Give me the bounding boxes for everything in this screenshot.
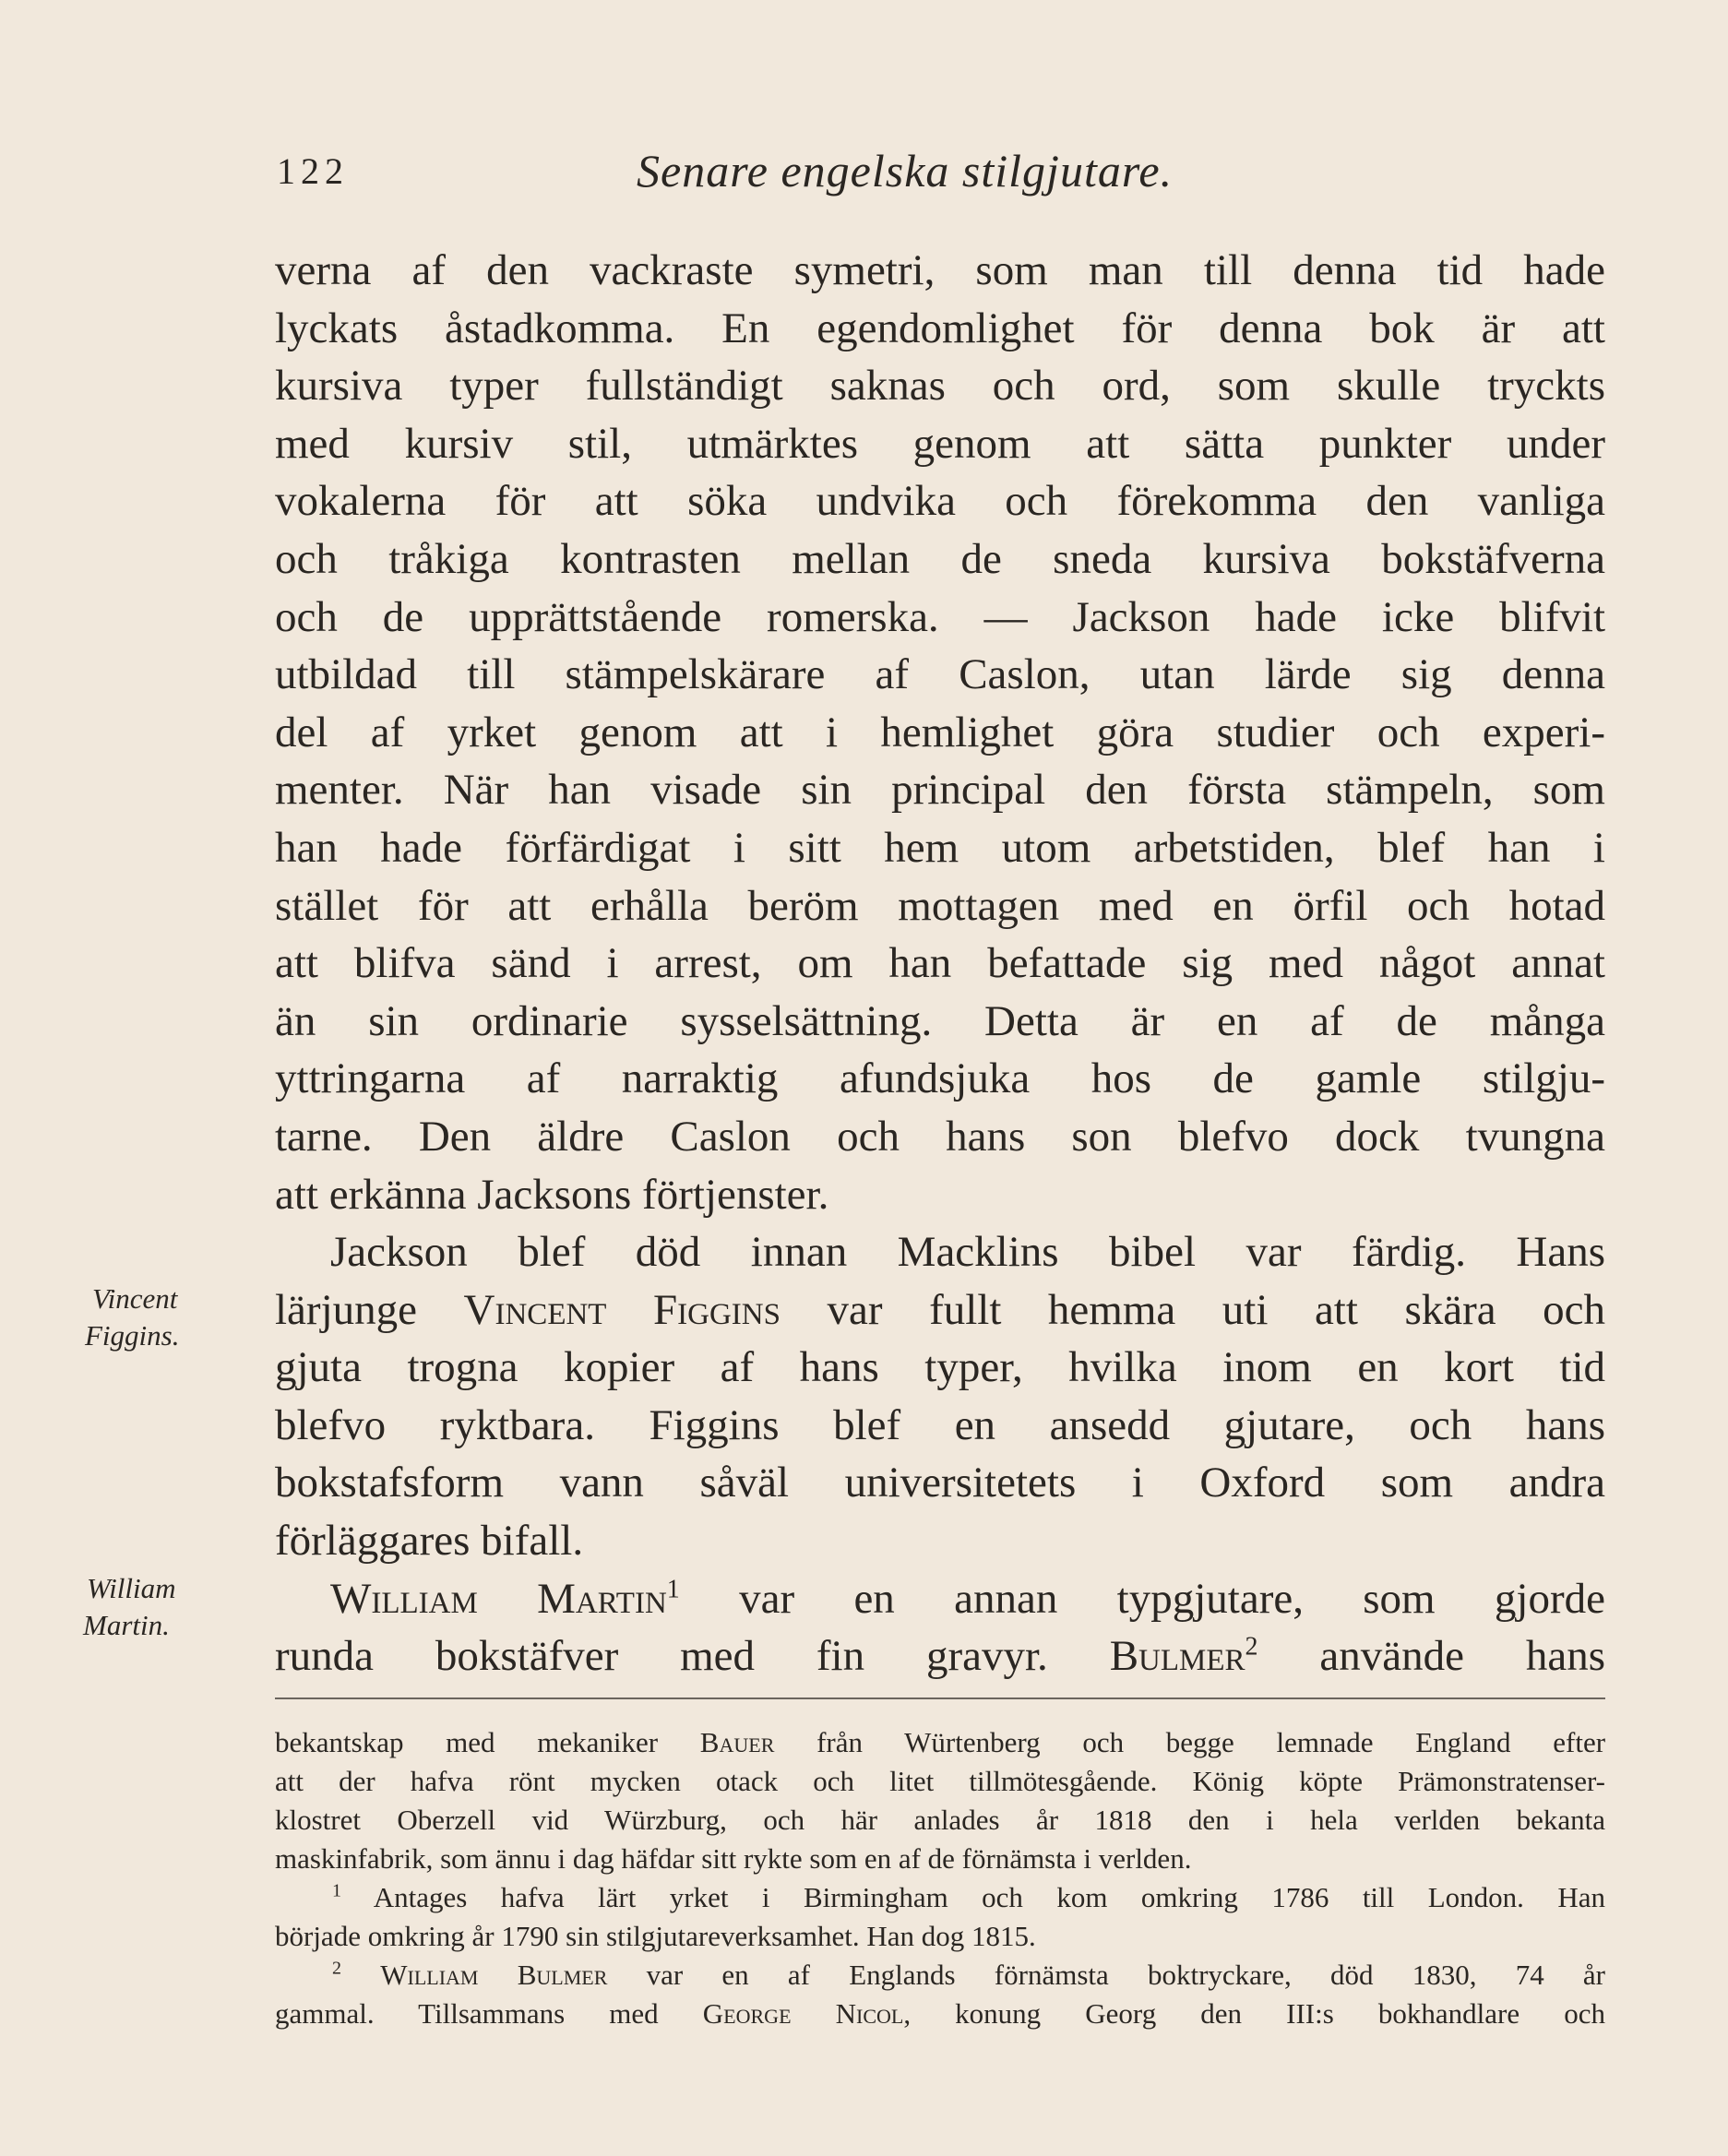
text-line: blefvo ryktbara. Figgins blef en ansedd gjutare, och hans: [275, 1400, 1605, 1449]
margin-note-line: Figgins.: [85, 1319, 180, 1352]
text-line: förläggares bifall.: [275, 1517, 584, 1566]
text-line: [275, 1281, 1605, 1340]
page-number: 122: [277, 150, 349, 192]
person-name-bulmer: Bulmer: [1109, 1632, 1245, 1681]
margin-note-line: Vincent: [92, 1282, 178, 1315]
text-line: att erkänna Jacksons förtjenster.: [275, 1170, 829, 1219]
page-header: [277, 145, 1605, 205]
person-name-bauer: Bauer: [699, 1726, 775, 1758]
text-segment: var fullt hemma uti att skära och: [827, 1285, 1605, 1334]
margin-note-william-martin: [74, 1570, 231, 1644]
text-line: bokstafsform vann såväl universitetets i Oxford som andra: [275, 1459, 1605, 1507]
text-line: menter. När han visade sin principal den första stämpeln, som: [275, 766, 1605, 815]
footnotes: [275, 1723, 1605, 2033]
text-segment: Antages hafva lärt yrket i Birmingham och kom omkring 1786 till London. Han: [373, 1881, 1605, 1913]
footnote-ref-1: 1: [666, 1575, 680, 1603]
footnote-line: att der hafva rönt mycken otack och litet tillmötesgående. König köpte Prämonstratenser-: [275, 1765, 1605, 1797]
text-segment: från Würtenberg och begge lemnade England efter: [816, 1726, 1605, 1758]
text-segment: runda bokstäfver med fin gravyr.: [275, 1632, 1048, 1681]
person-name-george-nicol: George Nicol: [702, 1997, 904, 2030]
person-name-william-martin: William Martin: [330, 1574, 667, 1623]
text-line: kursiva typer fullständigt saknas och ord, som skulle tryckts: [275, 362, 1605, 411]
text-line: utbildad till stämpelskärare af Caslon, utan lärde sig denna: [275, 650, 1605, 699]
text-line-paragraph-start: Jackson blef död innan Macklins bibel var färdig. Hans: [330, 1228, 1605, 1277]
person-name-vincent-figgins: Vincent Figgins: [463, 1285, 781, 1334]
text-line: del af yrket genom att i hemlighet göra studier och experi-: [275, 708, 1605, 756]
footnote-line: [275, 1723, 1605, 1762]
text-line: [275, 1627, 1605, 1685]
margin-note-line: William: [87, 1572, 176, 1604]
text-line: stället för att erhålla beröm mottagen med en örfil och hotad: [275, 881, 1605, 930]
footnote-mark-1: 1: [332, 1880, 341, 1901]
text-line: gjuta trogna kopier af hans typer, hvilka inom en kort tid: [275, 1343, 1605, 1392]
margin-note-vincent-figgins: [74, 1280, 231, 1354]
footnote-ref-2: 2: [1245, 1632, 1258, 1662]
footnote-2: [275, 1956, 1605, 1995]
text-line: lyckats åstadkomma. En egendomlighet för denna bok är att: [275, 304, 1605, 352]
margin-note-line: Martin.: [83, 1609, 170, 1641]
text-segment: var en annan typgjutare, som gjorde: [739, 1574, 1605, 1623]
footnote-line: maskinfabrik, som ännu i dag häfdar sitt rykte som en af de förnämsta i verlden.: [275, 1842, 1192, 1875]
text-segment: , konung Georg den III:s bokhandlare och: [903, 1997, 1605, 2030]
running-title: Senare engelska stilgjutare.: [637, 145, 1174, 197]
body-text: [275, 242, 1605, 1685]
text-segment: lärjunge: [275, 1285, 417, 1334]
text-line-paragraph-start: [275, 1570, 1605, 1628]
text-line: och de upprättstående romerska. — Jackson hade icke blifvit: [275, 592, 1605, 641]
text-line: vokalerna för att söka undvika och förekomma den vanliga: [275, 477, 1605, 526]
person-name-william-bulmer: William Bulmer: [380, 1959, 608, 1991]
text-line: än sin ordinarie sysselsättning. Detta är en af de många: [275, 996, 1605, 1045]
text-segment: gammal. Tillsammans med: [275, 1997, 659, 2030]
text-segment: var en af Englands förnämsta boktryckare, död 1830, 74 år: [646, 1959, 1605, 1991]
text-line: yttringarna af narraktig afundsjuka hos de gamle stilgju-: [275, 1054, 1605, 1103]
footnote-divider: [275, 1697, 1605, 1699]
text-line: och tråkiga kontrasten mellan de sneda kursiva bokstäfverna: [275, 534, 1605, 583]
footnote-line: klostret Oberzell vid Würzburg, och här anlades år 1818 den i hela verlden bekanta: [275, 1804, 1605, 1836]
text-line: med kursiv stil, utmärktes genom att sätta punkter under: [275, 419, 1605, 468]
text-line: verna af den vackraste symetri, som man till denna tid hade: [275, 246, 1605, 294]
text-segment: använde hans: [1319, 1632, 1605, 1681]
text-line: tarne. Den äldre Caslon och hans son blefvo dock tvungna: [275, 1112, 1605, 1161]
text-segment: bekantskap med mekaniker: [275, 1726, 659, 1758]
footnote-mark-2: 2: [332, 1958, 341, 1979]
footnote-line: [275, 1995, 1605, 2033]
text-line: han hade förfärdigat i sitt hem utom arbetstiden, blef han i: [275, 823, 1605, 872]
text-line: att blifva sänd i arrest, om han befattade sig med något annat: [275, 939, 1605, 988]
footnote-line: började omkring år 1790 sin stilgjutareverksamhet. Han dog 1815.: [275, 1920, 1036, 1952]
footnote-1: [275, 1878, 1605, 1917]
